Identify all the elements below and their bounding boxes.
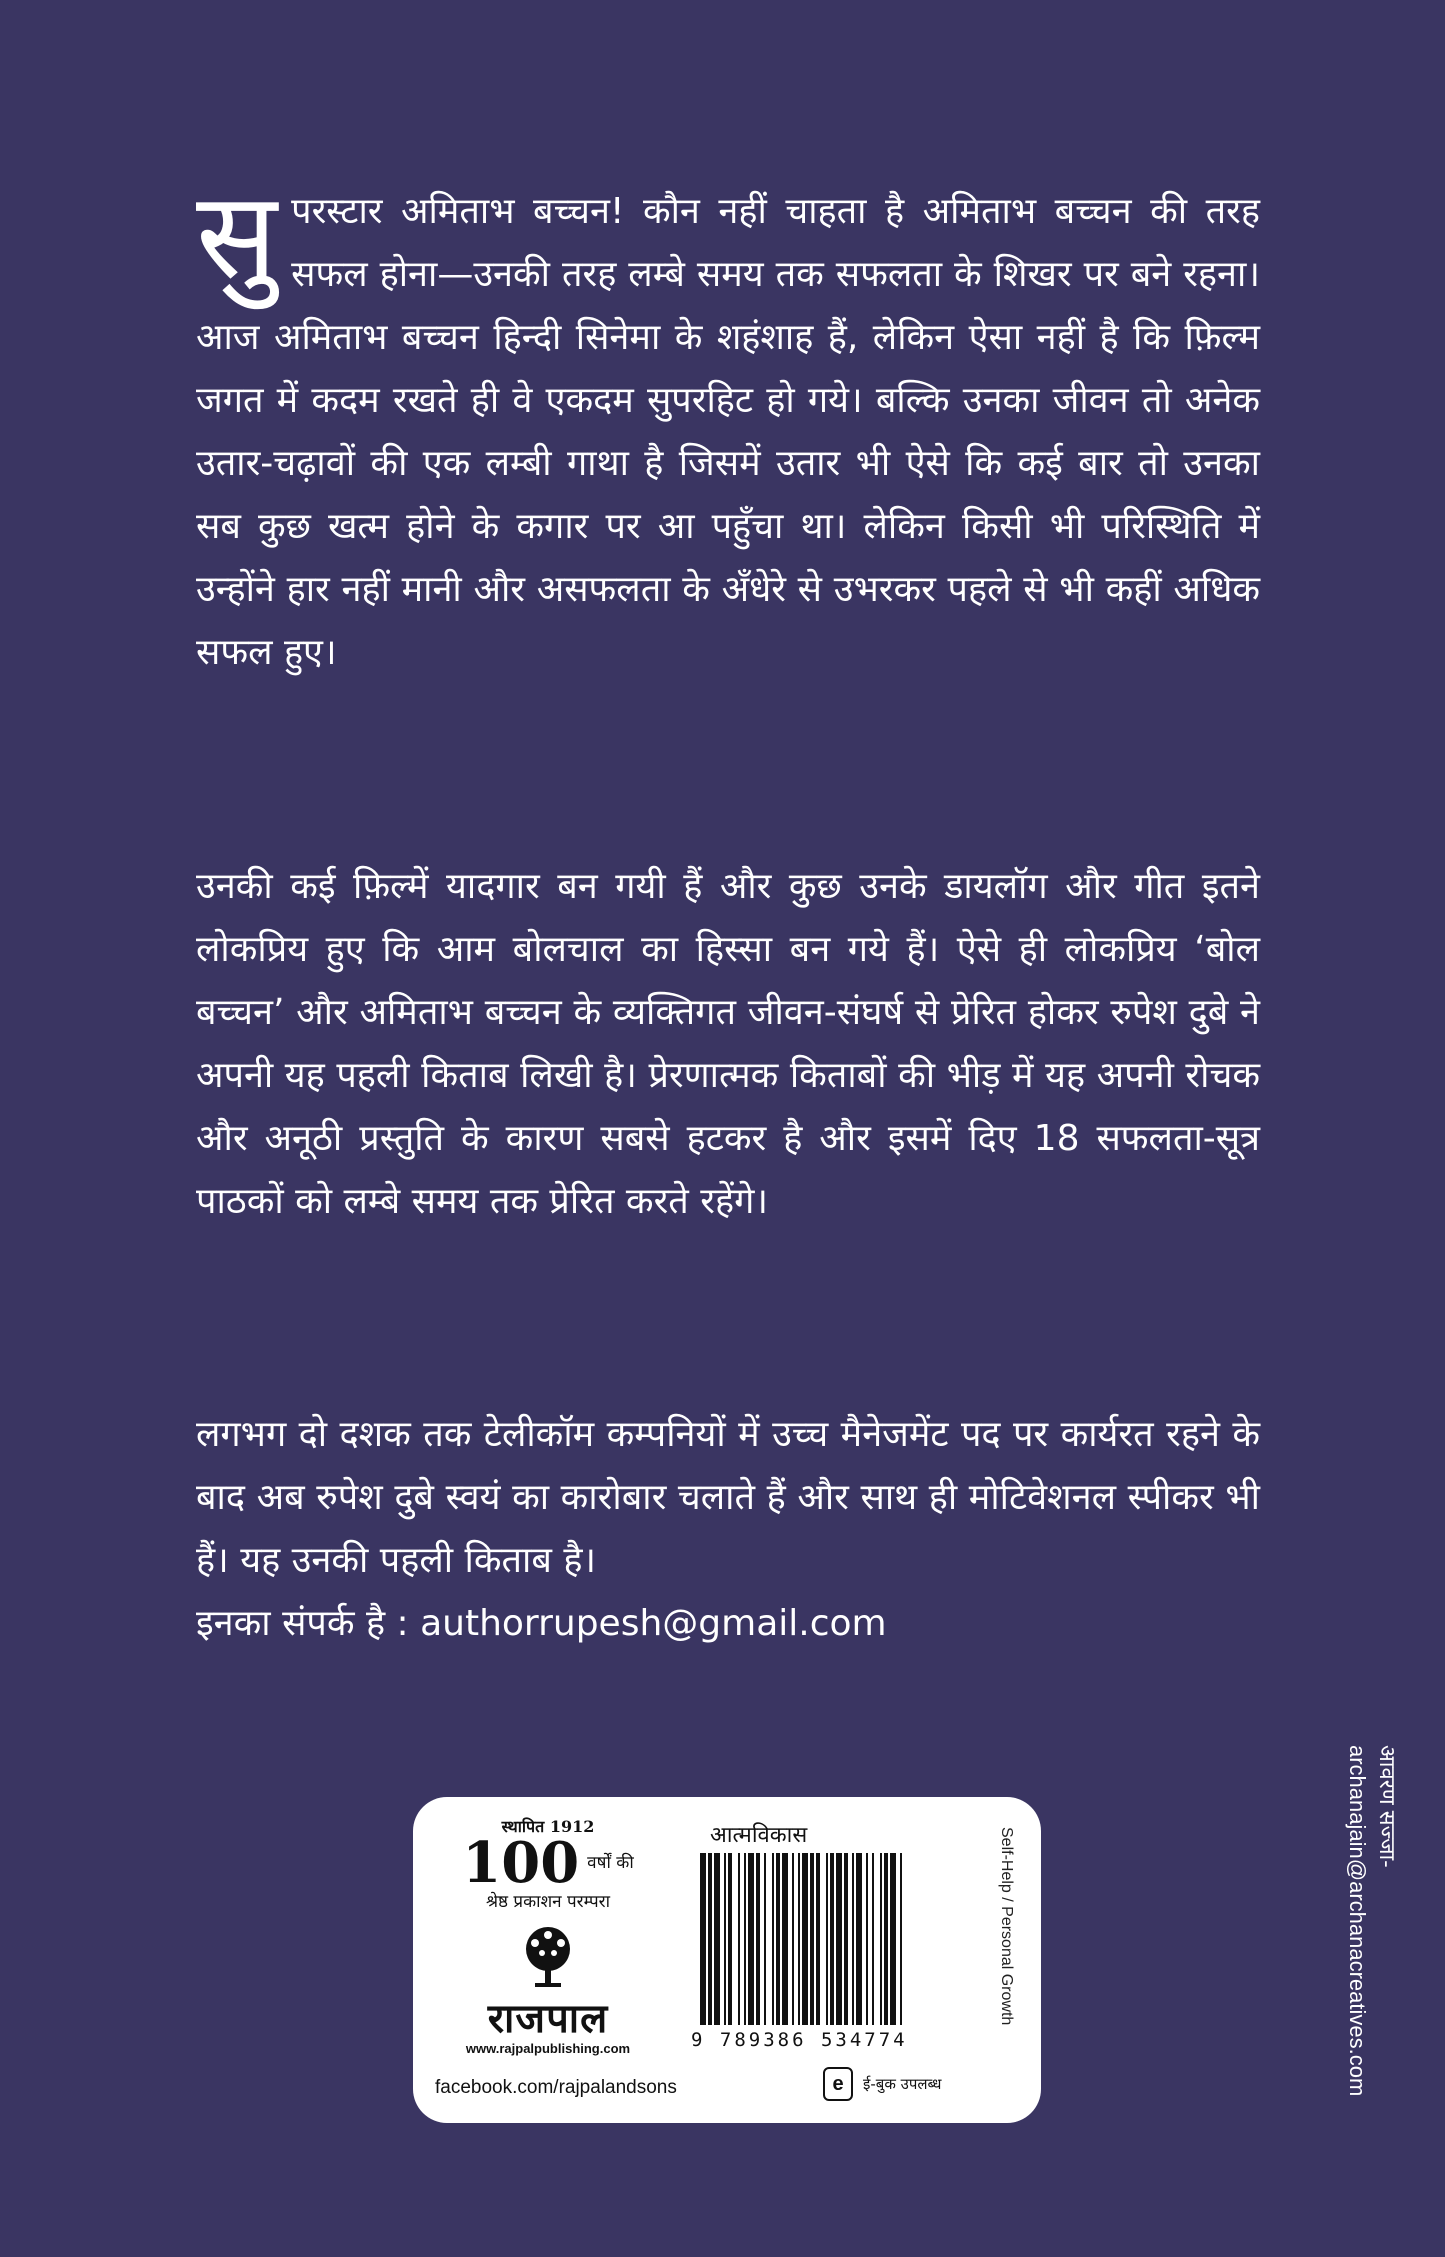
centenary-number: 100 — [462, 1830, 580, 1896]
publisher-block — [443, 1815, 653, 2056]
publisher-barcode-panel — [413, 1797, 1041, 2123]
ebook-available-label: ई-बुक उपलब्ध — [863, 2075, 942, 2093]
tree-logo-icon — [513, 1921, 583, 1991]
paragraph-1-text: परस्टार अमिताभ बच्चन! कौन नहीं चाहता है अमिताभ बच्चन की तरह सफल होना—उनकी तरह लम्बे समय तक सफलता के शिखर पर बने रहना। आज अमिताभ बच्चन हिन्दी सिनेमा के शहंशाह हैं, लेकिन ऐसा नहीं है कि फ़िल्म जगत में कदम रखते ही वे एकदम सुपरहिट हो गये। बल्कि उनका जीवन तो अनेक उतार-चढ़ावों की एक लम्बी गाथा है जिसमें उतार भी ऐसे कि कई बार तो उनका सब कुछ खत्म होने के कगार पर आ पहुँचा था। लेकिन किसी भी परिस्थिति में उन्होंने हार नहीं मानी और असफलता के अँधेरे से उभरकर पहले से भी कहीं अधिक सफल हुए। — [196, 191, 1260, 673]
drop-cap: सु — [196, 167, 278, 306]
publishing-tradition: श्रेष्ठ प्रकाशन परम्परा — [485, 1892, 611, 1912]
established-year: स्थापित 1912 — [501, 1817, 595, 1836]
author-bio-text: लगभग दो दशक तक टेलीकॉम कम्पनियों में उच्च मैनेजमेंट पद पर कार्यरत रहने के बाद अब रुपेश दुबे स्वयं का कारोबार चलाते हैं और साथ ही मोटिवेशनल स्पीकर भी हैं। यह उनकी पहली किताब है। — [196, 1414, 1260, 1581]
publisher-logo: राजपाल — [487, 1996, 609, 2042]
cover-credit-label: आवरण सज्जा- — [1375, 1745, 1400, 1868]
author-contact: इनका संपर्क है : authorrupesh@gmail.com — [196, 1603, 887, 1644]
centenary-years-label: वर्षों की — [587, 1853, 634, 1873]
publisher-website: www.rajpalpublishing.com — [465, 2041, 631, 2056]
description-paragraph-2: उनकी कई फ़िल्में यादगार बन गयी हैं और कुछ उनके डायलॉग और गीत इतने लोकप्रिय हुए कि आम बोलचाल का हिस्सा बन गये हैं। ऐसे ही लोकप्रिय ‘बोल बच्चन’ और अमिताभ बच्चन के व्यक्तिगत जीवन-संघर्ष से प्रेरित होकर रुपेश दुबे ने अपनी यह पहली किताब लिखी है। प्रेरणात्मक किताबों की भीड़ में यह अपनी रोचक और अनूठी प्रस्तुति के कारण सबसे हटकर है और इसमें दिए 18 सफलता-सूत्र पाठकों को लम्बे समय तक प्रेरित करते रहेंगे। — [196, 866, 1260, 1222]
centenary-row — [443, 1830, 653, 1896]
cover-credit-email: archanajain@archanacreatives.com — [1345, 1745, 1370, 2097]
category-hindi: आत्मविकास — [710, 1823, 808, 1848]
ebook-icon: e — [823, 2067, 853, 2101]
ebook-available — [823, 2067, 941, 2101]
isbn-digits: 9 789386 534774 — [691, 2029, 908, 2051]
cover-design-credit — [1342, 1745, 1402, 2096]
description-paragraph-1 — [196, 167, 1260, 684]
category-english: Self-Help / Personal Growth — [998, 1827, 1015, 2026]
isbn-barcode — [700, 1853, 950, 2025]
author-bio — [196, 1403, 1260, 1655]
publisher-facebook: facebook.com/rajpalandsons — [435, 2077, 677, 2098]
